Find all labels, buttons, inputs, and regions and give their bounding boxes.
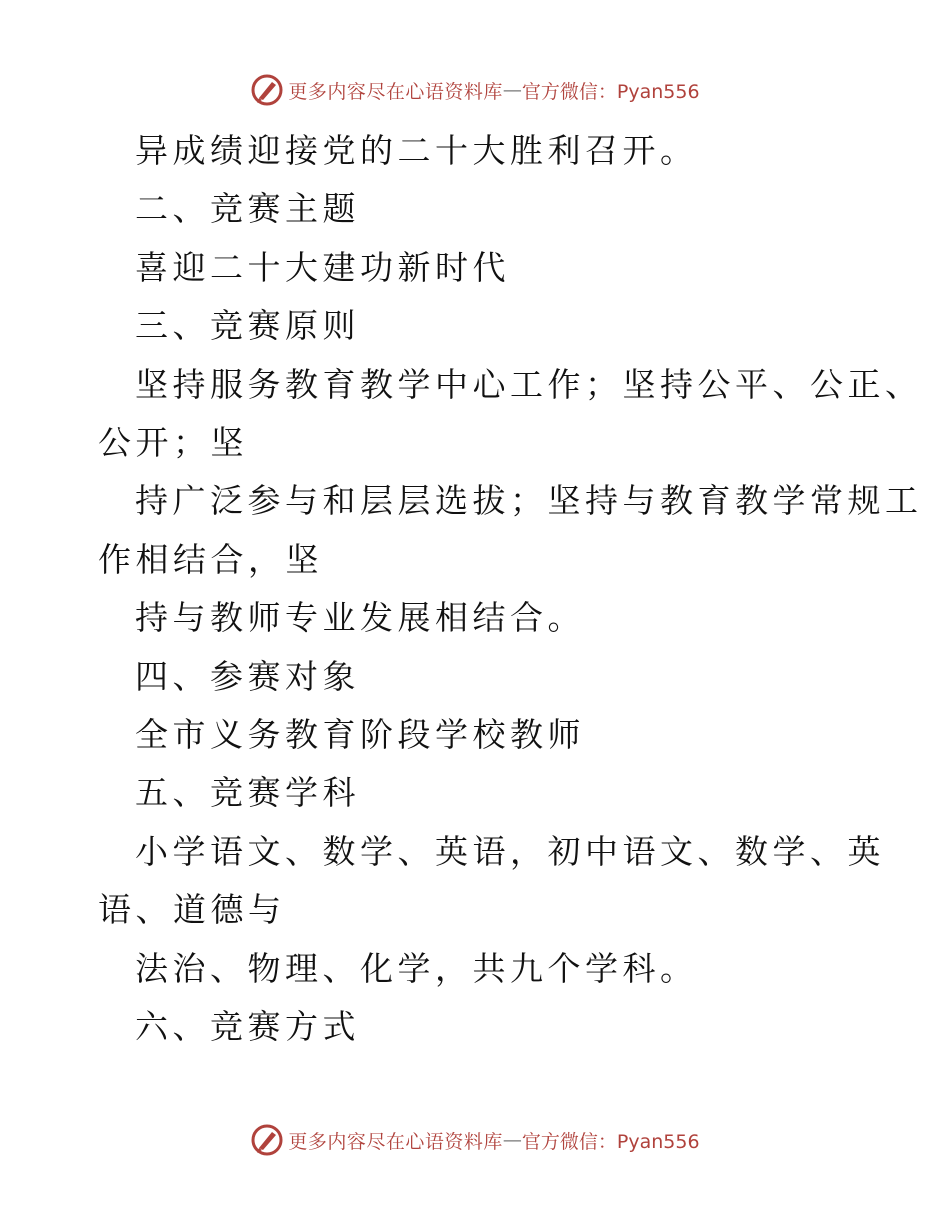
footer-watermark bbox=[0, 1120, 950, 1160]
pen-logo-icon bbox=[250, 73, 284, 107]
text-line: 异成绩迎接党的二十大胜利召开。 bbox=[135, 131, 698, 170]
watermark-dash: — bbox=[502, 1129, 522, 1151]
text-line: 坚持服务教育教学中心工作；坚持公平、公正、 bbox=[135, 364, 923, 404]
text-line: 持与教师专业发展相结合。 bbox=[135, 598, 585, 638]
text-line: 公开；坚 bbox=[98, 423, 248, 463]
watermark-main-text: 更多内容尽在心语资料库 bbox=[288, 1130, 503, 1153]
watermark-wechat-text: 官方微信：Pyan556 bbox=[521, 80, 700, 103]
watermark-dash: — bbox=[502, 79, 522, 101]
section-heading-principles: 三、竞赛原则 bbox=[135, 306, 360, 346]
document-body bbox=[98, 122, 923, 1057]
text-line: 小学语文、数学、英语，初中语文、数学、英 bbox=[135, 831, 885, 871]
watermark-main-text: 更多内容尽在心语资料库 bbox=[288, 80, 503, 103]
text-line: 全市义务教育阶段学校教师 bbox=[135, 715, 585, 755]
text-line: 语、道德与 bbox=[98, 890, 286, 930]
watermark-wechat-text: 官方微信：Pyan556 bbox=[521, 1130, 700, 1153]
pen-logo-icon bbox=[250, 1123, 284, 1157]
text-line: 法治、物理、化学，共九个学科。 bbox=[135, 948, 698, 988]
text-line: 作相结合，坚 bbox=[98, 539, 323, 579]
section-heading-theme: 二、竞赛主题 bbox=[135, 189, 360, 229]
section-heading-format: 六、竞赛方式 bbox=[135, 1007, 360, 1047]
text-line: 喜迎二十大建功新时代 bbox=[135, 247, 510, 287]
section-heading-subjects: 五、竞赛学科 bbox=[135, 773, 360, 813]
text-line: 持广泛参与和层层选拔；坚持与教育教学常规工 bbox=[135, 481, 923, 521]
section-heading-participants: 四、参赛对象 bbox=[135, 656, 360, 696]
header-watermark bbox=[0, 70, 950, 110]
